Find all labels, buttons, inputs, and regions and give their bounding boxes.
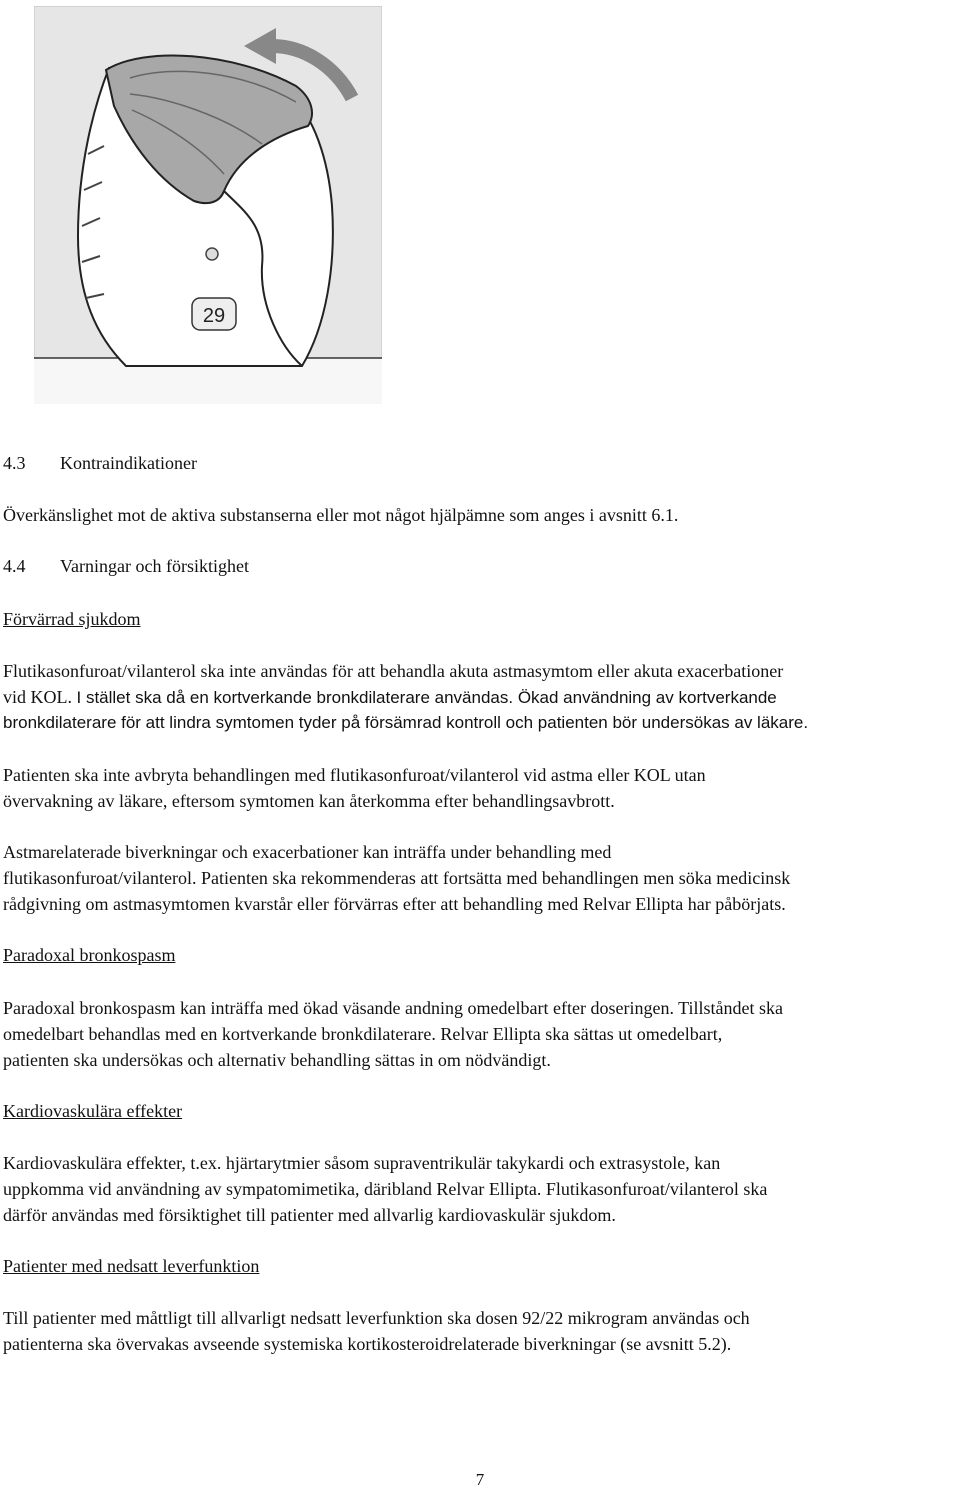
subheading-kardiovaskulara-effekter: Kardiovaskulära effekter: [3, 1101, 183, 1121]
subheading-forvarrad-sjukdom: Förvärrad sjukdom: [3, 609, 141, 629]
paragraph-line: Till patienter med måttligt till allvarligt nedsatt leverfunktion ska dosen 92/22 mikrogram användas och: [3, 1308, 750, 1328]
section-heading-4-4: [3, 553, 249, 579]
text-span: I stället ska då en kortverkande bronkdilaterare användas.: [76, 688, 514, 707]
section-number: 4.4: [3, 556, 26, 576]
section-title: Kontraindikationer: [60, 453, 197, 473]
section-heading-4-3: [3, 450, 197, 476]
subheading-paradoxal-bronkospasm: Paradoxal bronkospasm: [3, 945, 176, 965]
section-number: 4.3: [3, 453, 26, 473]
paragraph-line: Paradoxal bronkospasm kan inträffa med ökad väsande andning omedelbart efter doseringen. Tillståndet ska: [3, 998, 783, 1018]
paragraph-line: Patienten ska inte avbryta behandlingen med flutikasonfuroat/vilanterol vid astma eller KOL utan: [3, 765, 706, 785]
paragraph-line: flutikasonfuroat/vilanterol. Patienten ska rekommenderas att fortsätta med behandlingen men söka medicinsk: [3, 868, 791, 888]
paragraph-line: Astmarelaterade biverkningar och exacerbationer kan inträffa under behandling med: [3, 842, 612, 862]
paragraph-line: därför användas med försiktighet till patienter med allvarlig kardiovaskulär sjukdom.: [3, 1205, 616, 1225]
paragraph-line: uppkomma vid användning av sympatomimetika, däribland Relvar Ellipta. Flutikasonfuroat/vilanterol ska: [3, 1179, 768, 1199]
text-span: vid KOL.: [3, 687, 77, 707]
paragraph-line: omedelbart behandlas med en kortverkande bronkdilaterare. Relvar Ellipta ska sättas ut omedelbart,: [3, 1024, 723, 1044]
subheading-nedsatt-leverfunktion: Patienter med nedsatt leverfunktion: [3, 1256, 260, 1276]
paragraph-line: [3, 684, 777, 711]
inhaler-figure: [34, 6, 382, 404]
dose-counter: 29: [202, 305, 226, 327]
paragraph-line: övervakning av läkare, eftersom symtomen kan återkomma efter behandlingsavbrott.: [3, 791, 615, 811]
section-title: Varningar och försiktighet: [60, 556, 249, 576]
text-span: Ökad användning av kortverkande: [513, 688, 777, 707]
paragraph-line: rådgivning om astmasymtomen kvarstår eller förvärras efter att behandling med Relvar Ellipta har påbörjats.: [3, 894, 786, 914]
contraindications-text: Överkänslighet mot de aktiva substanserna eller mot något hjälpämne som anges i avsnitt 6.1.: [3, 505, 679, 525]
paragraph-line: bronkdilaterare för att lindra symtomen tyder på försämrad kontroll och patienten bör undersökas av läkare.: [3, 713, 809, 732]
paragraph-line: Flutikasonfuroat/vilanterol ska inte användas för att behandla akuta astmasymtom eller akuta exacerbationer: [3, 661, 784, 681]
paragraph-line: patienterna ska övervakas avseende systemiska kortikosteroidrelaterade biverkningar (se avsnitt 5.2).: [3, 1334, 732, 1354]
paragraph-line: Kardiovaskulära effekter, t.ex. hjärtarytmier såsom supraventrikulär takykardi och extrasystole, kan: [3, 1153, 721, 1173]
inhaler-illustration: [34, 6, 382, 404]
page-number: 7: [475, 1470, 485, 1489]
paragraph-line: patienten ska undersökas och alternativ behandling sättas in om nödvändigt.: [3, 1050, 551, 1070]
